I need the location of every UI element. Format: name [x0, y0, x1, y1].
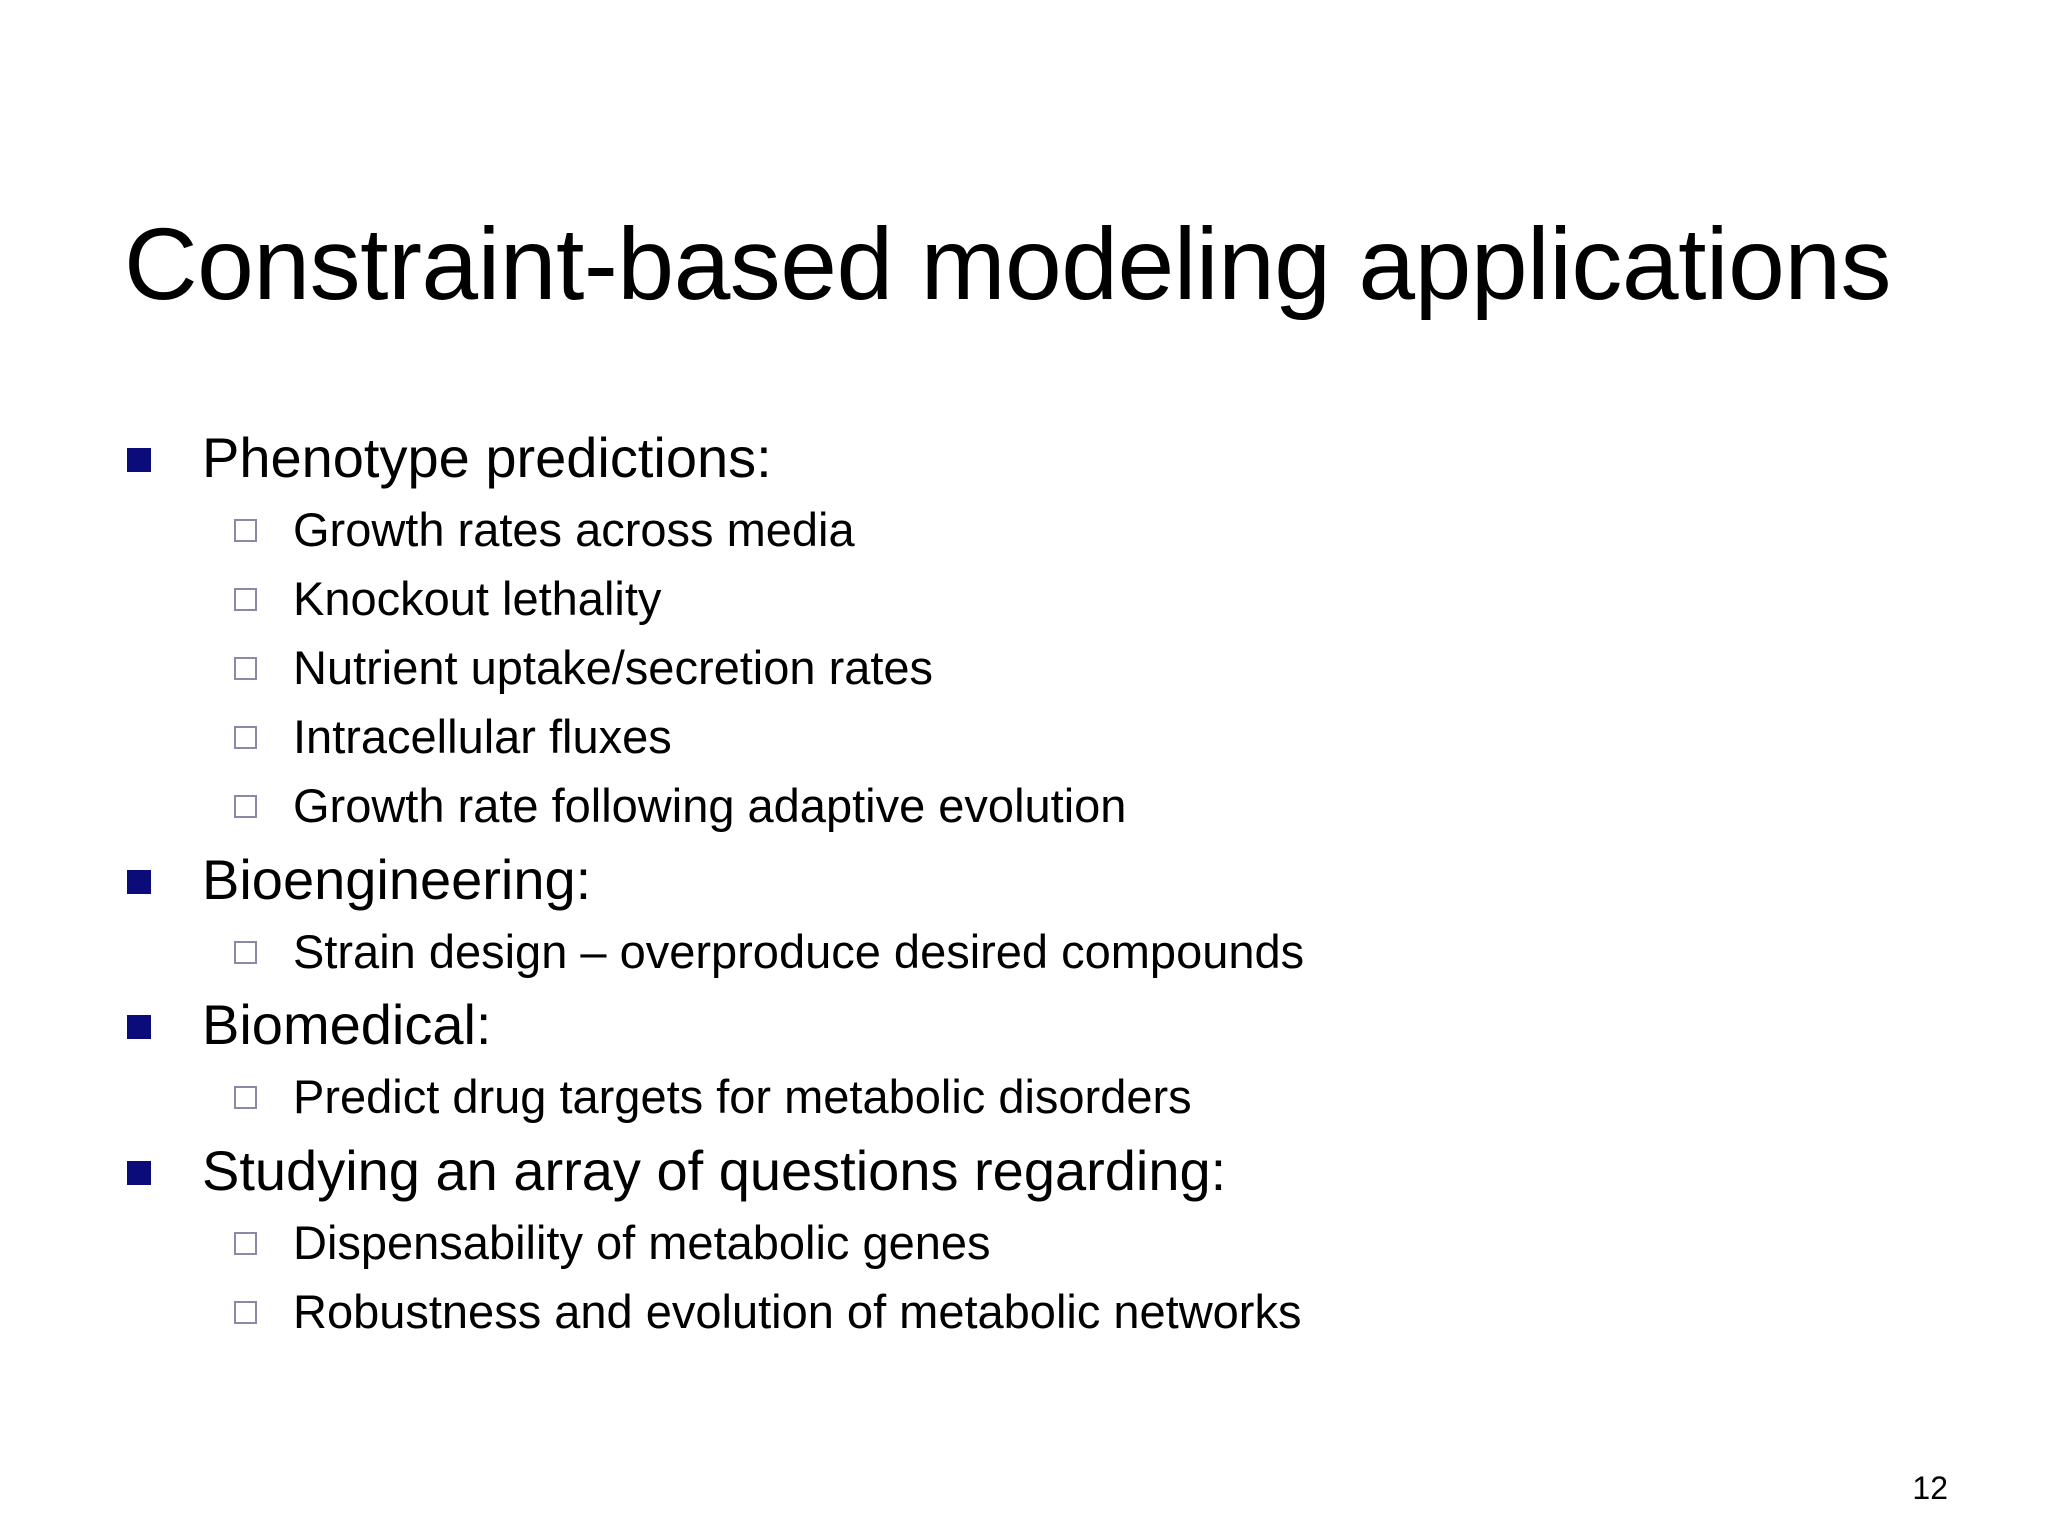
sub-bullet-text: Nutrient uptake/secretion rates: [293, 641, 934, 694]
hollow-square-bullet-icon: [234, 1301, 257, 1324]
sub-bullet-text: Intracellular fluxes: [293, 710, 672, 763]
filled-square-bullet-icon: [127, 448, 151, 472]
sub-bullet-item: [293, 1069, 1192, 1125]
filled-square-bullet-icon: [127, 1161, 151, 1185]
hollow-square-bullet-icon: [234, 657, 257, 680]
sub-bullet-text: Growth rate following adaptive evolution: [293, 779, 1127, 832]
sub-bullet-text: Strain design – overproduce desired compounds: [293, 925, 1305, 978]
sub-bullet-item: [293, 502, 855, 558]
hollow-square-bullet-icon: [234, 1086, 257, 1109]
page-number: 12: [1912, 1470, 1948, 1506]
bullet-item-biomedical: [202, 993, 491, 1057]
sub-bullet-item: [293, 778, 1126, 834]
bullet-text: Bioengineering:: [202, 848, 592, 911]
sub-bullet-item: [293, 1284, 1301, 1340]
sub-bullet-text: Predict drug targets for metabolic disorders: [293, 1070, 1192, 1123]
sub-bullet-text: Knockout lethality: [293, 572, 662, 625]
bullet-item-studying-questions: [202, 1139, 1226, 1203]
bullet-text: Biomedical:: [202, 993, 492, 1056]
hollow-square-bullet-icon: [234, 726, 257, 749]
bullet-item-bioengineering: [202, 848, 591, 912]
sub-bullet-item: [293, 709, 672, 765]
bullet-text: Studying an array of questions regarding:: [202, 1139, 1227, 1202]
sub-bullet-text: Robustness and evolution of metabolic networks: [293, 1285, 1302, 1338]
hollow-square-bullet-icon: [234, 1232, 257, 1255]
sub-bullet-item: [293, 640, 933, 696]
sub-bullet-item: [293, 1215, 991, 1271]
filled-square-bullet-icon: [127, 1015, 151, 1039]
sub-bullet-item: [293, 924, 1304, 980]
hollow-square-bullet-icon: [234, 588, 257, 611]
filled-square-bullet-icon: [127, 870, 151, 894]
bullet-text: Phenotype predictions:: [202, 426, 772, 489]
hollow-square-bullet-icon: [234, 519, 257, 542]
hollow-square-bullet-icon: [234, 795, 257, 818]
sub-bullet-text: Growth rates across media: [293, 503, 855, 556]
slide-title: Constraint-based modeling applications: [124, 207, 1892, 321]
bullet-item-phenotype-predictions: [202, 426, 772, 490]
sub-bullet-item: [293, 571, 661, 627]
sub-bullet-text: Dispensability of metabolic genes: [293, 1216, 991, 1269]
hollow-square-bullet-icon: [234, 941, 257, 964]
